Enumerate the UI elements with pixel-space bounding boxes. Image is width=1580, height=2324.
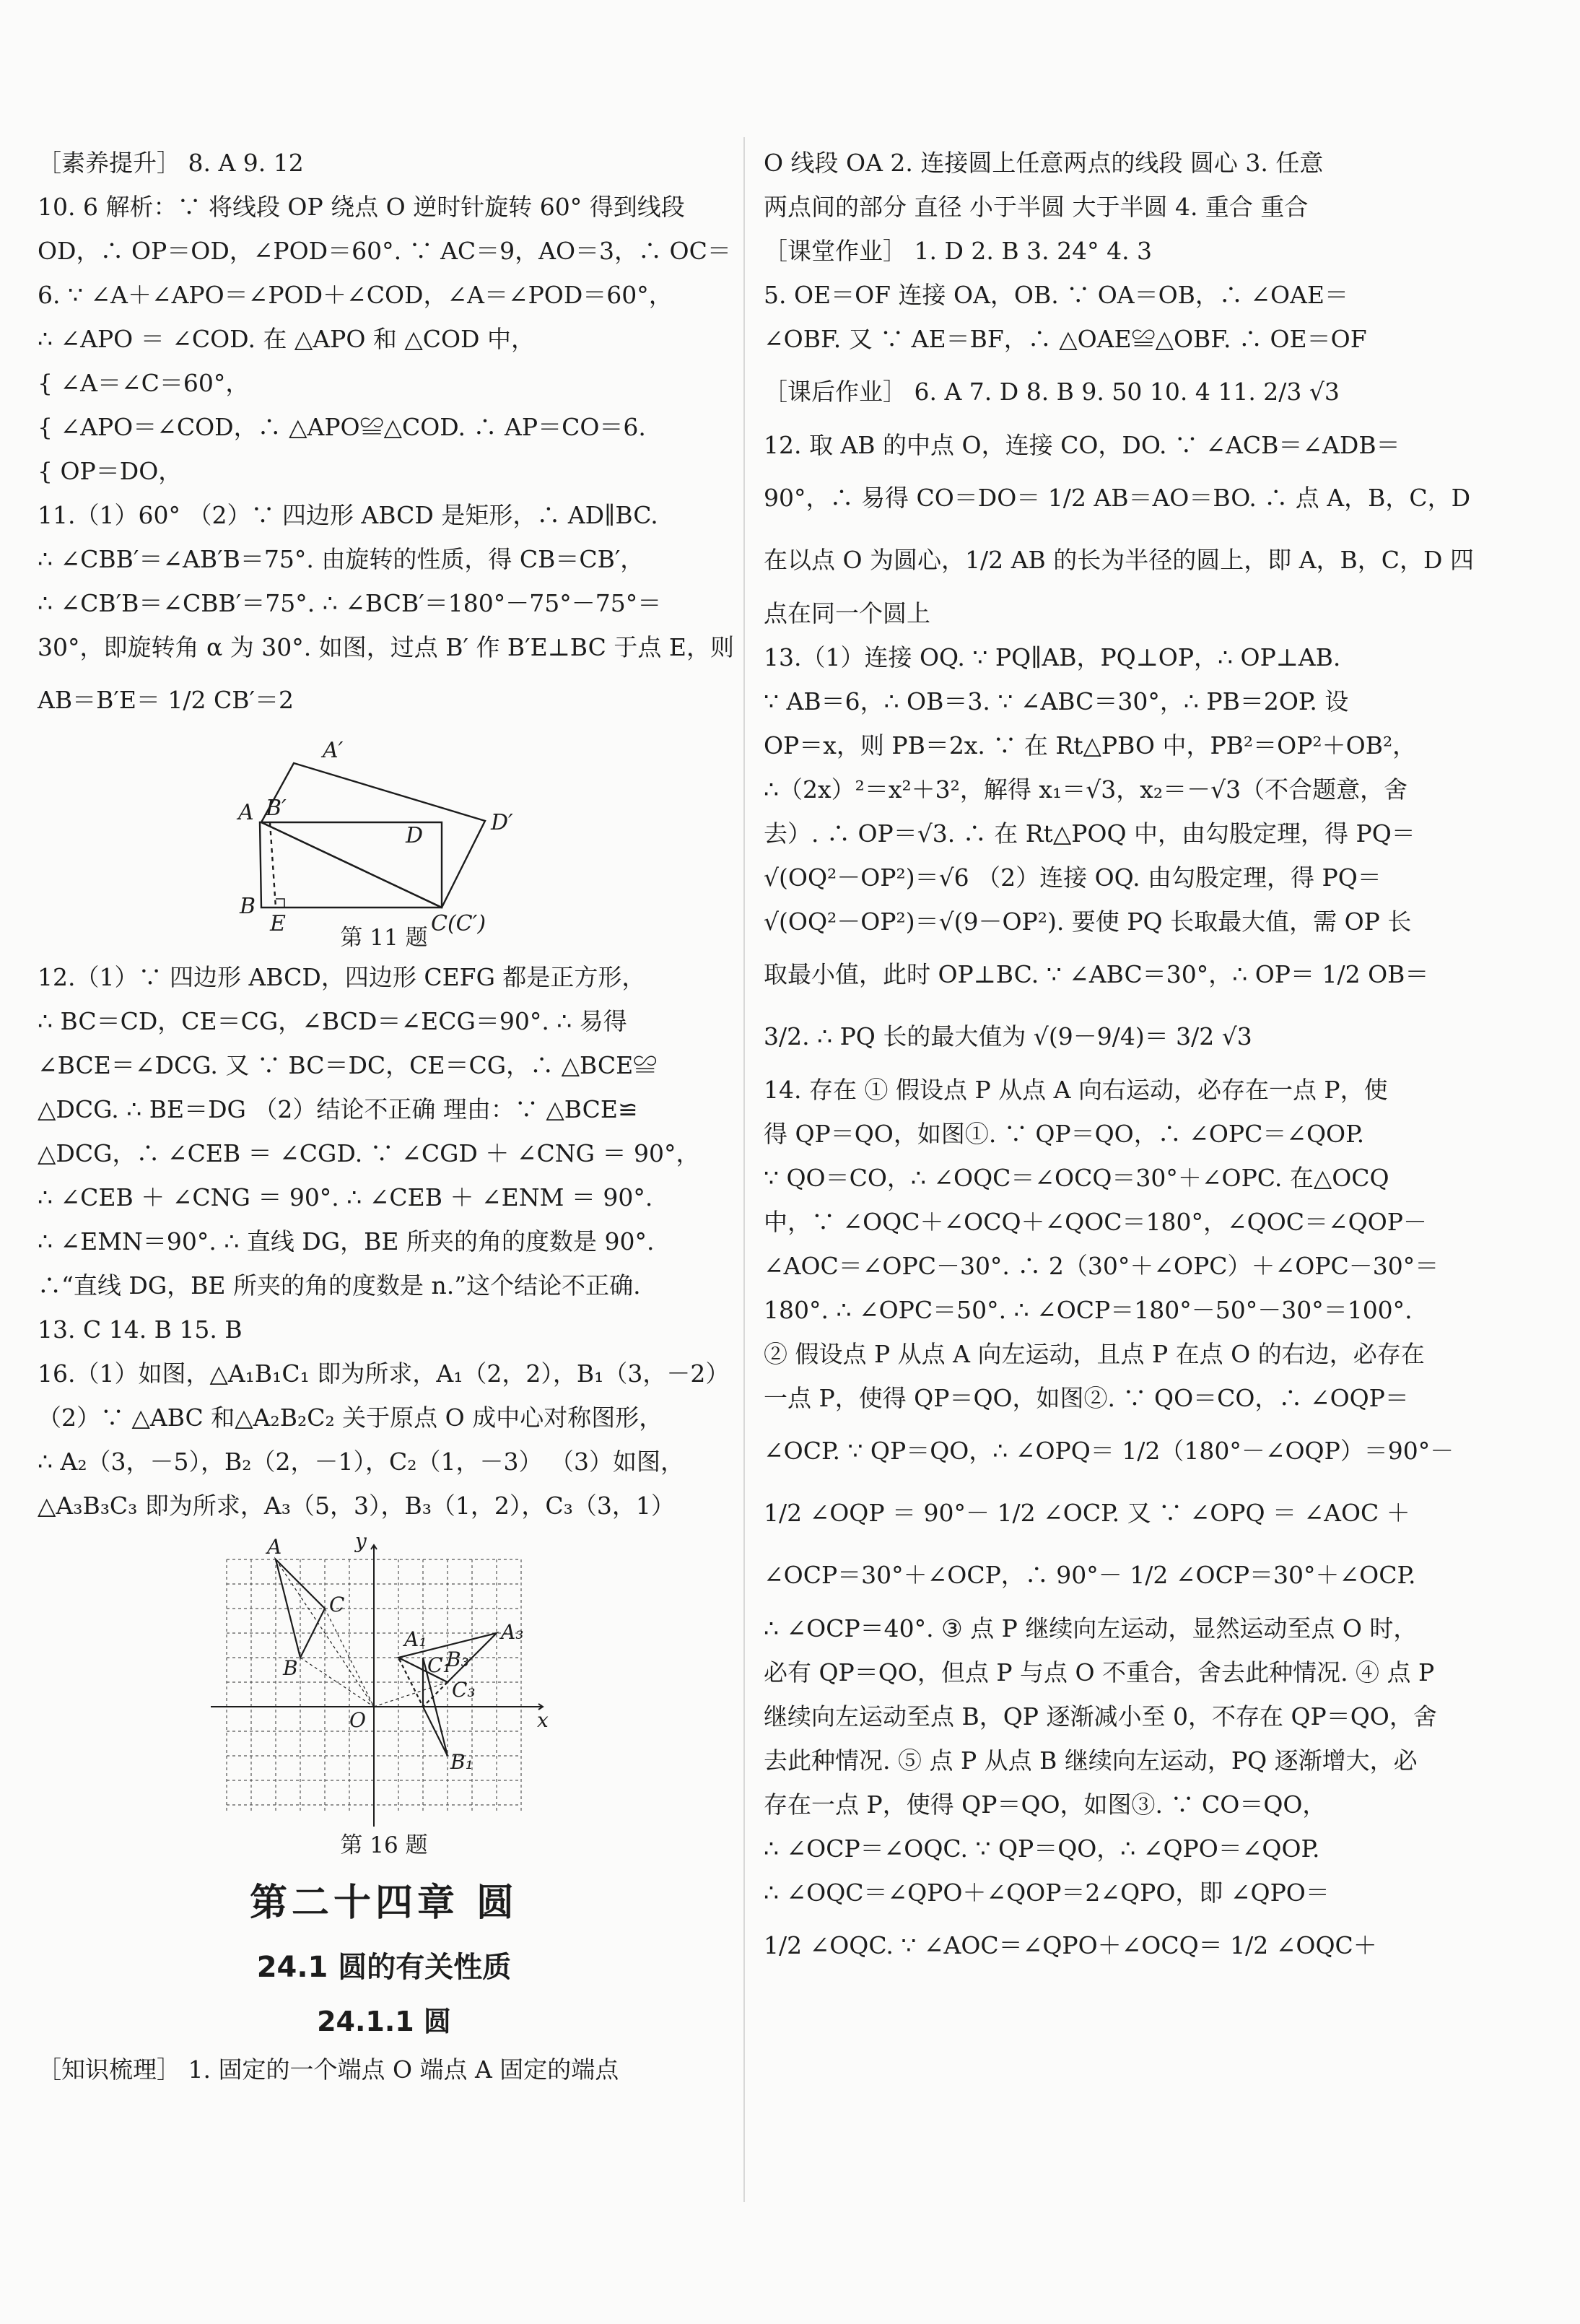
label-b: B	[240, 894, 256, 919]
text-line: （2）∵ △ABC 和△A₂B₂C₂ 关于原点 O 成中心对称图形，	[38, 1403, 663, 1432]
text-line: { ∠APO＝∠COD，∴ △APO≌△COD. ∴ AP＝CO＝6.	[38, 413, 646, 441]
column-divider	[743, 137, 745, 2202]
text-line: ∵ QO＝CO，∴ ∠OQC＝∠OCQ＝30°＋∠OPC. 在△OCQ	[764, 1164, 1389, 1192]
label-c3: C₃	[452, 1678, 476, 1702]
text-line: 必有 QP＝QO，但点 P 与点 O 不重合，舍去此种情况. ④ 点 P	[764, 1658, 1435, 1687]
figure-11-diagram	[38, 734, 730, 936]
text-line: 一点 P，使得 QP＝QO，如图②. ∵ QO＝CO，∴ ∠OQP＝	[764, 1384, 1409, 1412]
text-line: 13.（1）连接 OQ. ∵ PQ∥AB，PQ⊥OP，∴ OP⊥AB.	[764, 643, 1341, 671]
label-b-prime: B′	[266, 796, 287, 821]
figure-11-caption: 第 11 题	[340, 925, 428, 951]
text-line: 5. OE＝OF 连接 OA，OB. ∵ OA＝OB，∴ ∠OAE＝	[764, 281, 1349, 309]
text-line: ［知识梳理］ 1. 固定的一个端点 O 端点 A 固定的端点	[38, 2055, 619, 2084]
text-line: ∴ ∠EMN＝90°. ∴ 直线 DG，BE 所夹的角的度数是 90°.	[38, 1227, 655, 1255]
text-line: ∠OCP＝30°＋∠OCP，∴ 90°－ 1/2 ∠OCP＝30°＋∠OCP.	[764, 1561, 1416, 1589]
text-line: ∴ ∠APO ＝ ∠COD. 在 △APO 和 △COD 中，	[38, 325, 535, 353]
label-a: A	[267, 1535, 282, 1559]
figure-16-diagram	[38, 1531, 730, 1827]
text-line: 11.（1）60° （2）∵ 四边形 ABCD 是矩形，∴ AD∥BC.	[38, 501, 658, 529]
text-line: √(OQ²－OP²)＝√6 （2）连接 OQ. 由勾股定理，得 PQ＝	[764, 863, 1382, 892]
text-line: OP＝x，则 PB＝2x. ∵ 在 Rt△PBO 中，PB²＝OP²＋OB²，	[764, 731, 1417, 760]
text-line: 90°，∴ 易得 CO＝DO＝ 1/2 AB＝AO＝BO. ∴ 点 A，B，C，D	[764, 484, 1471, 512]
label-c: C(C′)	[431, 911, 486, 936]
figure-11	[38, 734, 730, 951]
label-a3: A₃	[501, 1620, 524, 1644]
text-line: △DCG，∴ ∠CEB ＝ ∠CGD. ∵ ∠CGD ＋ ∠CNG ＝ 90°，	[38, 1139, 700, 1167]
label-b1: B₁	[450, 1750, 473, 1774]
text-line: ［素养提升］ 8. A 9. 12	[38, 149, 304, 177]
left-column	[38, 141, 734, 2092]
label-a-prime: A′	[323, 738, 344, 763]
text-line: 3/2. ∴ PQ 长的最大值为 √(9－9/4)＝ 3/2 √3	[764, 1022, 1252, 1050]
text-line: 存在一点 P，使得 QP＝QO，如图③. ∵ CO＝QO，	[764, 1790, 1327, 1819]
label-c: C	[329, 1593, 345, 1616]
text-line: 30°，即旋转角 α 为 30°. 如图，过点 B′ 作 B′E⊥BC 于点 E，则	[38, 633, 734, 661]
text-line: √(OQ²－OP²)＝√(9－OP²). 要使 PQ 长取最大值，需 OP 长	[764, 908, 1412, 936]
label-y: y	[355, 1529, 367, 1553]
text-line: ∠BCE＝∠DCG. 又 ∵ BC＝DC，CE＝CG，∴ △BCE≌	[38, 1051, 658, 1079]
text-line: ∴ BC＝CD，CE＝CG，∠BCD＝∠ECG＝90°. ∴ 易得	[38, 1007, 627, 1035]
text-line: ∴ ∠OCP＝∠OQC. ∵ QP＝QO，∴ ∠QPO＝∠QOP.	[764, 1835, 1320, 1863]
segment-be	[270, 822, 276, 908]
text-line: 14. 存在 ① 假设点 P 从点 A 向右运动，必存在一点 P，使	[764, 1076, 1388, 1104]
text-line: 12. 取 AB 的中点 O，连接 CO，DO. ∵ ∠ACB＝∠ADB＝	[764, 431, 1400, 459]
label-e: E	[270, 911, 286, 936]
text-line: { OP＝DO，	[38, 457, 183, 485]
text-line: ∴ ∠OQC＝∠QPO＋∠QOP＝2∠QPO，即 ∠QPO＝	[764, 1879, 1330, 1907]
text-line: 1/2 ∠OQC. ∵ ∠AOC＝∠QPO＋∠OCQ＝ 1/2 ∠OQC＋	[764, 1931, 1377, 1959]
text-line: 13. C 14. B 15. B	[38, 1315, 243, 1344]
figure-16	[38, 1531, 730, 1863]
right-angle-mark	[276, 899, 284, 908]
text-line: ∵ AB＝6，∴ OB＝3. ∵ ∠ABC＝30°，∴ PB＝2OP. 设	[764, 687, 1349, 715]
text-line: 两点间的部分 直径 小于半圆 大于半圆 4. 重合 重合	[764, 193, 1309, 221]
text-line: 点在同一个圆上	[764, 599, 930, 627]
text-line: ∴ ∠OCP＝40°. ③ 点 P 继续向左运动，显然运动至点 O 时，	[764, 1614, 1418, 1642]
figure-16-caption: 第 16 题	[340, 1832, 428, 1858]
text-line: 10. 6 解析：∵ 将线段 OP 绕点 O 逆时针旋转 60° 得到线段	[38, 193, 685, 221]
text-line: △DCG. ∴ BE＝DG （2）结论不正确 理由：∵ △BCE≌	[38, 1095, 638, 1123]
label-a: A	[238, 800, 254, 825]
label-o: O	[349, 1708, 366, 1732]
text-line: ∴“直线 DG，BE 所夹的角的度数是 n.”这个结论不正确.	[38, 1271, 641, 1300]
text-line: { ∠A＝∠C＝60°，	[38, 369, 250, 397]
text-line: ∴ ∠CBB′＝∠AB′B＝75°. 由旋转的性质，得 CB＝CB′，	[38, 545, 645, 573]
text-line: OD，∴ OP＝OD，∠POD＝60°. ∵ AC＝9，AO＝3，∴ OC＝	[38, 237, 731, 265]
label-c1: C₁	[427, 1653, 451, 1677]
text-line: ∠AOC＝∠OPC－30°. ∴ 2（30°＋∠OPC）＋∠OPC－30°＝	[764, 1252, 1439, 1280]
rect-rotated	[261, 763, 485, 908]
text-line: △A₃B₃C₃ 即为所求，A₃（5，3），B₃（1，2），C₃（3，1）	[38, 1492, 675, 1520]
text-line: 180°. ∴ ∠OPC＝50°. ∴ ∠OCP＝180°－50°－30°＝100°.	[764, 1296, 1413, 1324]
text-line: ∴ ∠CEB ＋ ∠CNG ＝ 90°. ∴ ∠CEB ＋ ∠ENM ＝ 90°.	[38, 1183, 653, 1211]
text-line: O 线段 OA 2. 连接圆上任意两点的线段 圆心 3. 任意	[764, 149, 1324, 177]
text-line: 继续向左运动至点 B，QP 逐渐减小至 0，不存在 QP＝QO，舍	[764, 1702, 1437, 1731]
text-line: 去此种情况. ⑤ 点 P 从点 B 继续向左运动，PQ 逐渐增大，必	[764, 1746, 1418, 1775]
text-line: 中，∵ ∠OQC＋∠OCQ＋∠QOC＝180°，∠QOC＝∠QOP－	[764, 1208, 1427, 1236]
text-line: 6. ∵ ∠A＋∠APO＝∠POD＋∠COD，∠A＝∠POD＝60°，	[38, 281, 673, 309]
label-d: D	[406, 823, 424, 848]
text-line: ∴ ∠CB′B＝∠CBB′＝75°. ∴ ∠BCB′＝180°－75°－75°＝	[38, 589, 662, 617]
text-line: 取最小值，此时 OP⊥BC. ∵ ∠ABC＝30°，∴ OP＝ 1/2 OB＝	[764, 960, 1429, 988]
text-line: ∴（2x）²＝x²＋3²，解得 x₁＝√3，x₂＝－√3（不合题意，舍	[764, 775, 1408, 804]
text-line: ② 假设点 P 从点 A 向左运动，且点 P 在点 O 的右边，必存在	[764, 1340, 1425, 1368]
label-x: x	[537, 1708, 549, 1732]
text-line: AB＝B′E＝ 1/2 CB′＝2	[38, 686, 294, 714]
section-title: 24.1 圆的有关性质	[256, 1951, 512, 1984]
text-line: ［课后作业］ 6. A 7. D 8. B 9. 50 10. 4 11. 2/3 √3	[764, 378, 1340, 406]
text-line: ∠OCP. ∵ QP＝QO，∴ ∠OPQ＝ 1/2（180°－∠OQP）＝90°－	[764, 1437, 1454, 1465]
text-line: 1/2 ∠OQP ＝ 90°－ 1/2 ∠OCP. 又 ∵ ∠OPQ ＝ ∠AOC ＋	[764, 1499, 1410, 1527]
right-column	[764, 141, 1474, 1977]
label-a1: A₁	[404, 1627, 427, 1651]
text-line: 在以点 O 为圆心，1/2 AB 的长为半径的圆上，即 A，B，C，D 四	[764, 546, 1474, 574]
text-line: ∠OBF. 又 ∵ AE＝BF，∴ △OAE≌△OBF. ∴ OE＝OF	[764, 325, 1367, 353]
label-d-prime: D′	[491, 810, 513, 835]
label-b3: B₃	[446, 1648, 469, 1671]
label-b: B	[283, 1656, 298, 1680]
text-line: ∴ A₂（3，－5），B₂（2，－1），C₂（1，－3） （3）如图，	[38, 1448, 684, 1476]
text-line: 16.（1）如图，△A₁B₁C₁ 即为所求，A₁（2，2），B₁（3，－2）	[38, 1359, 730, 1388]
text-line: 得 QP＝QO，如图①. ∵ QP＝QO，∴ ∠OPC＝∠QOP.	[764, 1120, 1365, 1148]
text-line: 去）. ∴ OP＝√3. ∴ 在 Rt△POQ 中，由勾股定理，得 PQ＝	[764, 819, 1415, 848]
subsection-title: 24.1.1 圆	[317, 2006, 451, 2037]
text-line: ［课堂作业］ 1. D 2. B 3. 24° 4. 3	[764, 237, 1153, 265]
chapter-title: 第二十四章 圆	[249, 1881, 519, 1925]
text-line: 12.（1）∵ 四边形 ABCD，四边形 CEFG 都是正方形，	[38, 963, 646, 991]
